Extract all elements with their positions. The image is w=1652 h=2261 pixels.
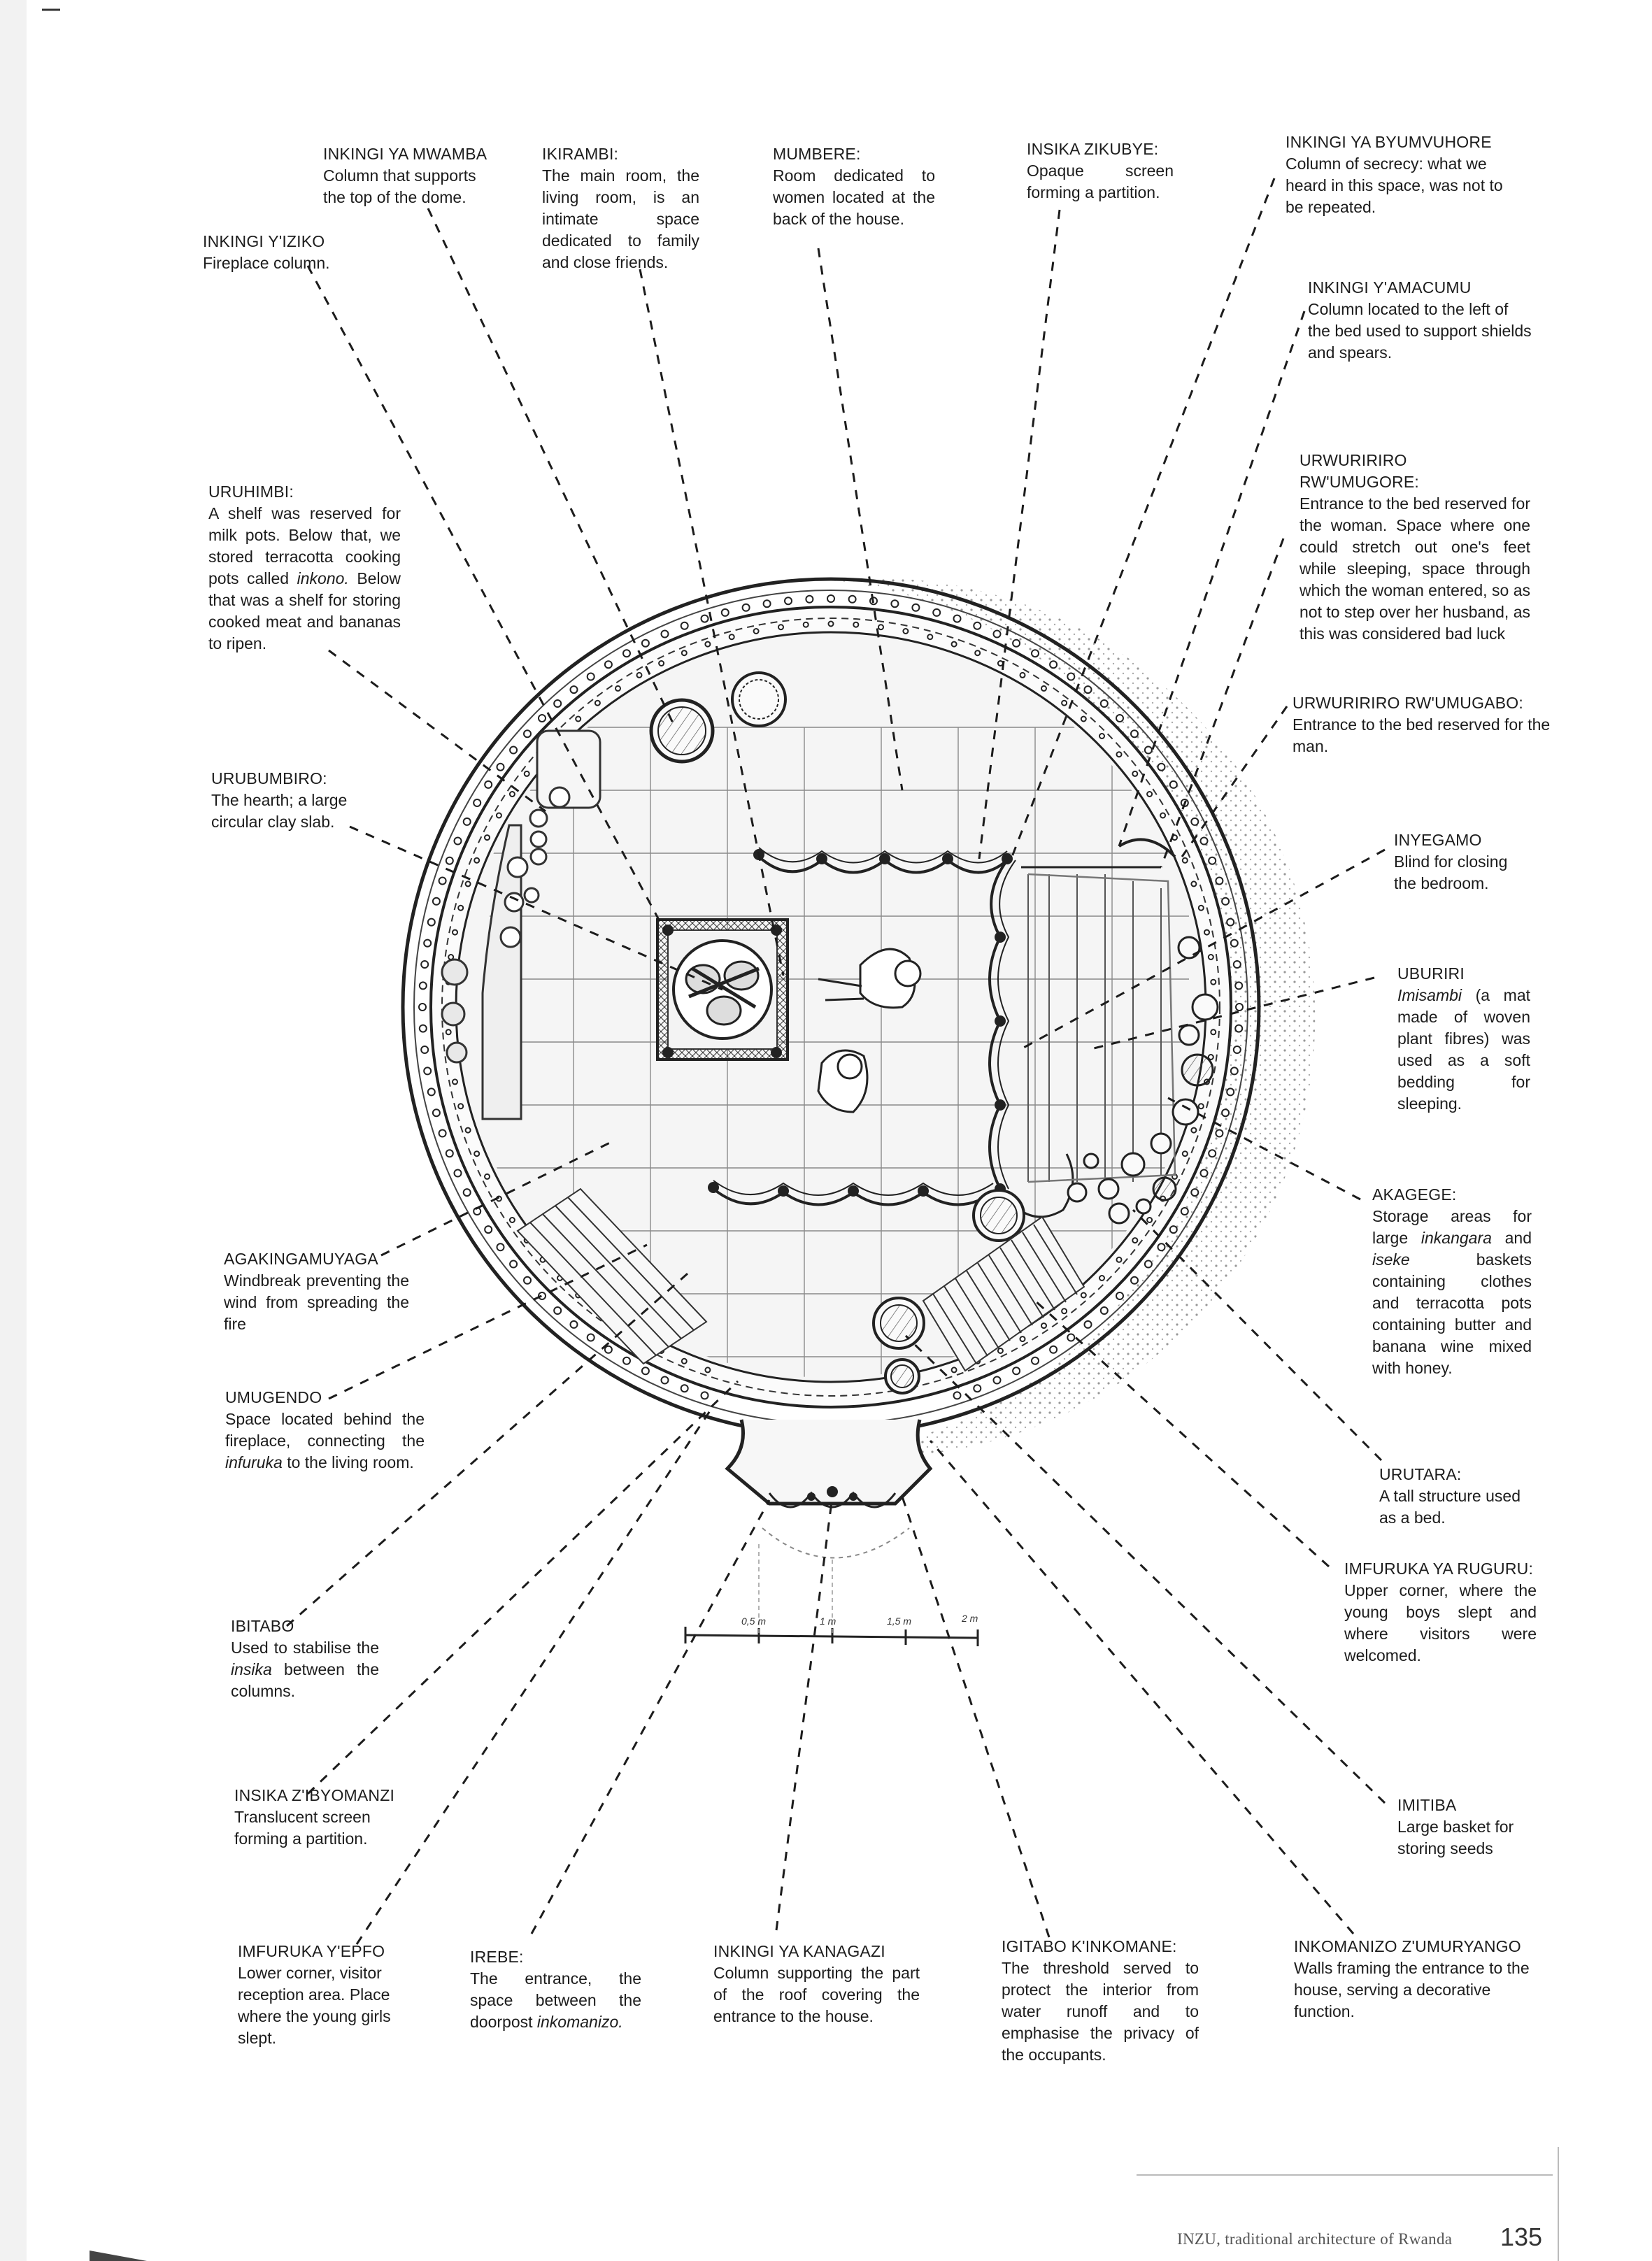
wall-bead — [743, 604, 750, 611]
wall-bead — [1209, 857, 1216, 864]
wall-bead — [1032, 650, 1039, 657]
label-desc: The hearth; a large circular clay slab. — [211, 791, 348, 831]
label-insika-ibyomanzi — [234, 1785, 406, 1850]
label-title: INKINGI Y'AMACUMU — [1308, 278, 1472, 297]
wall-bead — [994, 1377, 1001, 1384]
wall-bead — [439, 1130, 446, 1137]
label-imfuruka-ruguru — [1344, 1558, 1537, 1667]
label-desc: Translucent screen forming a partition. — [234, 1808, 371, 1848]
label-inkingi-iziko — [203, 231, 371, 274]
wall-bead — [1147, 1218, 1152, 1222]
label-imitiba — [1397, 1795, 1537, 1860]
label-title: URUBUMBIRO: — [211, 769, 327, 787]
wall-bead — [424, 940, 431, 947]
wall-bead — [662, 1377, 669, 1384]
label-title: URWURIRIRO RW'UMUGORE: — [1299, 451, 1419, 491]
wall-bead — [1020, 1336, 1025, 1341]
wall-bead — [497, 1243, 504, 1250]
wall-bead — [525, 771, 529, 776]
wall-bead — [1181, 1208, 1188, 1215]
wall-bead — [1101, 1307, 1108, 1314]
wall-bead — [1158, 1243, 1165, 1250]
wall-bead — [829, 622, 834, 627]
wall-bead — [1050, 1346, 1057, 1353]
wall-bead — [1231, 940, 1238, 947]
scale-bar — [685, 1544, 978, 1646]
label-desc: Used to stabilise the — [231, 1639, 379, 1657]
wall-bead — [576, 717, 581, 722]
wall-bead — [1209, 1150, 1216, 1157]
wall-bead — [702, 1392, 708, 1399]
leader-igitabo — [902, 1497, 1049, 1937]
label-urwuririro-umugore — [1299, 450, 1530, 645]
wall-bead — [998, 1348, 1003, 1353]
label-title: AKAGEGE: — [1372, 1185, 1457, 1204]
wall-bead — [903, 629, 908, 634]
wall-bead — [455, 1170, 462, 1177]
label-desc: Fireplace column. — [203, 254, 330, 272]
label-title: INKINGI YA MWAMBA — [323, 145, 487, 163]
label-title: UBURIRI — [1397, 964, 1465, 983]
wall-bead — [975, 650, 980, 655]
wall-bead — [455, 838, 462, 845]
wall-bead — [891, 600, 898, 607]
wall-bead — [1147, 792, 1152, 797]
wall-bead — [722, 609, 729, 616]
wall-bead — [1013, 1367, 1020, 1374]
label-akagege — [1372, 1184, 1532, 1379]
label-inkingi-amacumu — [1308, 277, 1532, 364]
wall-bead — [927, 634, 932, 639]
wall-bead — [1227, 919, 1234, 926]
wall-bead — [1116, 715, 1123, 722]
wall-bead — [595, 701, 600, 706]
wall-bead — [421, 1046, 428, 1053]
leader-imfuruka-epfo — [357, 1406, 713, 1944]
label-desc-tail: Below that was a shelf for storing cooked meat and bananas to ripen. — [208, 569, 401, 652]
wall-bead — [806, 596, 813, 603]
wall-bead — [1216, 878, 1223, 885]
wall-bead — [623, 1357, 630, 1364]
wall-bead — [764, 600, 771, 607]
wall-bead — [1170, 1226, 1177, 1233]
wall-bead — [571, 686, 578, 693]
label-desc: Storage areas for large — [1372, 1207, 1532, 1247]
label-desc-tail: baskets containing clothes and terracotta pots containing butter and banana wine mixed with honey. — [1372, 1250, 1532, 1377]
wall-bead — [1032, 1357, 1039, 1364]
footer-book-title: INZU, traditional architecture of Rwanda — [1177, 2230, 1453, 2248]
wall-bead — [1081, 1293, 1086, 1298]
label-desc-mid: and — [1504, 1229, 1532, 1247]
wall-bead — [778, 625, 783, 629]
wall-bead — [1201, 838, 1208, 845]
label-desc-italic: insika — [231, 1660, 272, 1678]
wall-bead — [1085, 1321, 1092, 1328]
wall-bead — [474, 1151, 479, 1156]
wall-bead — [1191, 1189, 1198, 1196]
wall-bead — [1222, 898, 1229, 905]
label-ikirambi — [542, 143, 699, 273]
wall-bead — [433, 898, 440, 905]
label-title: URWURIRIRO RW'UMUGABO: — [1293, 694, 1523, 712]
label-title: IREBE: — [470, 1948, 524, 1966]
label-desc: Lower corner, visitor reception area. Place where the young girls slept. — [238, 1964, 391, 2047]
wall-bead — [1013, 640, 1020, 647]
wall-bead — [1236, 1004, 1243, 1011]
label-desc-tail: to the living room. — [287, 1453, 414, 1471]
wall-bead — [849, 596, 856, 603]
wall-bead — [1085, 686, 1092, 693]
wall-bead — [510, 792, 515, 797]
wall-bead — [539, 715, 546, 722]
wall-bead — [485, 1226, 492, 1233]
wall-bead — [1234, 1046, 1241, 1053]
wall-bead — [1191, 1128, 1196, 1133]
label-desc: Windbreak preventing the wind from spreading the fire — [224, 1271, 409, 1333]
label-desc: (a mat made of woven plant fibres) was used as a soft bedding for sleeping. — [1397, 986, 1530, 1113]
label-urutara — [1379, 1464, 1539, 1529]
label-title: IMFURUKA YA RUGURU: — [1344, 1560, 1534, 1578]
wall-bead — [446, 1150, 453, 1157]
label-umugendo — [225, 1387, 425, 1474]
wall-bead — [1231, 1067, 1238, 1074]
wall-bead — [682, 650, 687, 655]
wall-bead — [974, 1385, 981, 1392]
label-title: URUTARA: — [1379, 1465, 1462, 1483]
label-title: INKOMANIZO Z'UMURYANGO — [1294, 1937, 1521, 1955]
label-desc-italic: inkono. — [297, 569, 349, 587]
wall-bead — [420, 982, 427, 989]
label-desc: Entrance to the bed reserved for the woman. Space where one could stretch out one's feet while sleeping, space through which the woman entered, so as not to step over her husband, as this was considered bad luck — [1299, 494, 1530, 643]
wall-bead — [1131, 730, 1138, 737]
wall-bead — [473, 799, 480, 806]
wall-bead — [428, 1088, 435, 1095]
wall-bead — [1050, 661, 1057, 668]
label-inkingi-byumvuhore — [1286, 131, 1565, 218]
wall-bead — [1067, 1334, 1074, 1341]
wall-bead — [952, 642, 957, 647]
wall-bead — [974, 622, 981, 629]
leader-inkomanizo — [930, 1441, 1353, 1934]
label-desc: Column supporting the part of the roof covering the entrance to the house. — [713, 1964, 920, 2025]
label-title: IKIRAMBI: — [542, 145, 619, 163]
wall-bead — [1132, 1238, 1137, 1243]
wall-bead — [524, 730, 531, 737]
wall-bead — [439, 878, 446, 885]
wall-bead — [1235, 982, 1242, 989]
wall-bead — [1067, 673, 1074, 680]
wall-bead — [681, 622, 688, 629]
wall-bead — [1199, 906, 1204, 911]
wall-bead — [1145, 1261, 1152, 1268]
wall-bead — [1099, 1276, 1104, 1281]
label-title: INYEGAMO — [1394, 831, 1482, 849]
wall-bead — [1158, 764, 1165, 771]
wall-bead — [615, 686, 620, 691]
scale-tick-label: 2 m — [962, 1613, 978, 1624]
label-title: AGAKINGAMUYAGA — [224, 1250, 378, 1268]
wall-bead — [424, 1067, 431, 1074]
wall-bead — [458, 1104, 463, 1108]
wall-bead — [1099, 734, 1104, 739]
label-inkingi-mwamba — [323, 143, 498, 208]
label-desc: Walls framing the entrance to the house, serving a decorative function. — [1294, 1959, 1530, 2020]
leader-inkingi-mwamba — [428, 208, 675, 727]
wall-bead — [446, 857, 453, 864]
label-title: INKINGI YA KANAGAZI — [713, 1942, 885, 1960]
wall-bead — [1041, 1323, 1046, 1328]
label-desc: Entrance to the bed reserved for the man. — [1293, 715, 1551, 755]
wall-bead — [1201, 1170, 1208, 1177]
wall-bead — [954, 615, 961, 622]
wall-bead — [510, 1218, 515, 1222]
leader-kanagazi — [776, 1497, 832, 1930]
leader-irebe — [532, 1500, 769, 1934]
wall-bead — [785, 597, 792, 604]
wall-bead — [1132, 771, 1137, 776]
leader-imitiba — [906, 1336, 1385, 1803]
label-desc: A tall structure used as a bed. — [1379, 1487, 1521, 1527]
wall-bead — [827, 595, 834, 602]
wall-bead — [464, 1189, 471, 1196]
scale-tick-label: 1 m — [820, 1615, 836, 1627]
label-irebe — [470, 1946, 641, 2033]
wall-bead — [466, 881, 471, 886]
label-title: INSIKA ZIKUBYE: — [1027, 140, 1159, 158]
wall-bead — [1209, 955, 1213, 960]
wall-bead — [433, 1109, 440, 1116]
wall-bead — [464, 818, 471, 825]
page-number: 135 — [1500, 2223, 1543, 2251]
scale-tick-label: 1,5 m — [887, 1615, 912, 1627]
wall-bead — [453, 1079, 457, 1084]
leader-imfuruka-ruguru — [1035, 1301, 1329, 1567]
label-desc-tail: between the columns. — [231, 1660, 379, 1700]
wall-bead — [588, 1334, 594, 1341]
label-desc-italic: inkangara — [1420, 1229, 1492, 1247]
wall-bead — [420, 1025, 427, 1032]
wall-bead — [1211, 1029, 1216, 1034]
label-desc: The threshold served to protect the interior from water runoff and to emphasise the privacy of the occupants. — [1002, 1959, 1199, 2064]
label-desc: Upper corner, where the young boys slept and where visitors were welcomed. — [1344, 1581, 1537, 1664]
wall-bead — [458, 906, 463, 911]
scale-tick-label: 0,5 m — [741, 1615, 767, 1627]
wall-bead — [1117, 1257, 1122, 1262]
label-inkomanizo — [1294, 1936, 1542, 2023]
page-gutter — [0, 0, 27, 2261]
wall-bead — [729, 634, 734, 639]
label-urubumbiro — [211, 768, 379, 833]
wall-bead — [1101, 700, 1108, 707]
wall-bead — [605, 1346, 612, 1353]
wall-bead — [642, 640, 649, 647]
label-title: IBITABO — [231, 1617, 294, 1635]
wall-bead — [485, 781, 492, 788]
wall-bead — [1227, 1088, 1234, 1095]
wall-bead — [804, 622, 809, 627]
wall-bead — [1183, 858, 1188, 863]
label-desc: Large basket for storing seeds — [1397, 1818, 1514, 1857]
wall-bead — [428, 919, 435, 926]
wall-bead — [1211, 980, 1216, 985]
label-urwuririro-umugabo — [1293, 692, 1551, 757]
label-desc: Space located behind the fireplace, connecting the — [225, 1410, 425, 1450]
wall-bead — [474, 858, 479, 863]
label-uburiri — [1397, 963, 1530, 1115]
label-desc-italic-2: iseke — [1372, 1250, 1410, 1269]
wall-bead — [485, 835, 490, 840]
label-desc: Column that supports the top of the dome. — [323, 166, 476, 206]
wall-bead — [1160, 813, 1165, 818]
wall-bead — [453, 930, 457, 935]
label-imfuruka-epfo — [238, 1941, 406, 2049]
wall-bead — [1191, 818, 1198, 825]
wall-bead — [878, 625, 883, 629]
wall-bead — [554, 1307, 561, 1314]
label-desc: Blind for closing the bedroom. — [1394, 853, 1508, 892]
wall-bead — [419, 1004, 426, 1011]
wall-bead — [1216, 1130, 1223, 1137]
wall-bead — [485, 1174, 490, 1179]
wall-bead — [853, 622, 858, 627]
label-title: INKINGI YA BYUMVUHORE — [1286, 133, 1492, 151]
label-title: UMUGENDO — [225, 1388, 322, 1406]
wall-bead — [754, 629, 759, 634]
wall-bead — [421, 961, 428, 968]
label-title: MUMBERE: — [773, 145, 861, 163]
wall-bead — [642, 1367, 649, 1374]
wall-bead — [466, 1128, 471, 1133]
label-title: URUHIMBI: — [208, 483, 294, 501]
wall-bead — [1222, 1109, 1229, 1116]
wall-bead — [1204, 930, 1209, 935]
wall-bead — [1199, 1104, 1204, 1108]
label-title: INKINGI Y'IZIKO — [203, 232, 325, 250]
label-desc: Room dedicated to women located at the back of the house. — [773, 166, 935, 228]
wall-bead — [659, 661, 664, 666]
wall-bead — [1235, 1025, 1242, 1032]
wall-bead — [681, 1385, 688, 1392]
label-title: IMFURUKA Y'EPFO — [238, 1942, 385, 1960]
label-igitabo — [1002, 1936, 1199, 2066]
wall-bead — [705, 1367, 710, 1372]
wall-bead — [702, 615, 708, 622]
label-desc: Column of secrecy: what we heard in this space, was not to be repeated. — [1286, 155, 1503, 216]
label-inkingi-kanagazi — [713, 1941, 920, 2027]
label-ibitabo — [231, 1615, 379, 1702]
label-title: IGITABO K'INKOMANE: — [1002, 1937, 1177, 1955]
wall-bead — [1020, 673, 1025, 678]
label-mumbere — [773, 143, 935, 230]
wall-bead — [1081, 717, 1086, 722]
label-title: INSIKA Z'IBYOMANZI — [234, 1786, 395, 1804]
label-desc: Opaque screen forming a partition. — [1027, 162, 1174, 201]
wall-bead — [1145, 747, 1152, 754]
wall-bead — [554, 700, 561, 707]
wall-bead — [605, 661, 612, 668]
label-title: IMITIBA — [1397, 1796, 1457, 1814]
label-desc-italic: Imisambi — [1397, 986, 1462, 1004]
label-desc: A shelf was reserved for milk pots. Below that, we stored terracotta cooking pots called — [208, 504, 401, 587]
label-desc: The entrance, the space between the doorpost — [470, 1969, 641, 2031]
wall-bead — [637, 673, 642, 678]
wall-bead — [912, 604, 919, 611]
label-desc: Column located to the left of the bed used to support shields and spears. — [1308, 300, 1532, 362]
label-uruhimbi — [208, 481, 401, 655]
label-insika-zikubye — [1027, 138, 1174, 204]
wall-bead — [623, 650, 630, 657]
wall-bead — [682, 1359, 687, 1364]
wall-bead — [446, 1029, 451, 1034]
wall-bead — [1117, 752, 1122, 757]
wall-bead — [497, 813, 501, 818]
wall-bead — [1170, 781, 1177, 788]
wall-bead — [662, 631, 669, 638]
wall-bead — [1183, 1151, 1188, 1156]
wall-bead — [1234, 961, 1241, 968]
label-agakingamuyaga — [224, 1248, 409, 1335]
wall-bead — [510, 1261, 517, 1268]
wall-bead — [952, 1367, 957, 1372]
label-desc-italic: infuruka — [225, 1453, 283, 1471]
bottom-corner-mark — [90, 2251, 147, 2261]
wall-bead — [497, 764, 504, 771]
wall-bead — [994, 631, 1001, 638]
wall-bead — [1191, 881, 1196, 886]
wall-bead — [933, 609, 940, 616]
wall-bead — [1131, 1277, 1138, 1284]
wall-bead — [1062, 701, 1067, 706]
wall-bead — [588, 673, 594, 680]
wall-bead — [510, 747, 517, 754]
label-inyegamo — [1394, 829, 1534, 894]
label-desc-italic: inkomanizo. — [536, 2013, 623, 2031]
wall-bead — [705, 642, 710, 647]
wall-bead — [571, 1321, 578, 1328]
wall-bead — [1062, 1308, 1067, 1313]
wall-bead — [1041, 686, 1046, 691]
wall-bead — [954, 1392, 961, 1399]
wall-bead — [524, 1277, 531, 1284]
label-desc: The main room, the living room, is an intimate space dedicated to family and close friends. — [542, 166, 699, 271]
wall-bead — [1116, 1292, 1123, 1299]
